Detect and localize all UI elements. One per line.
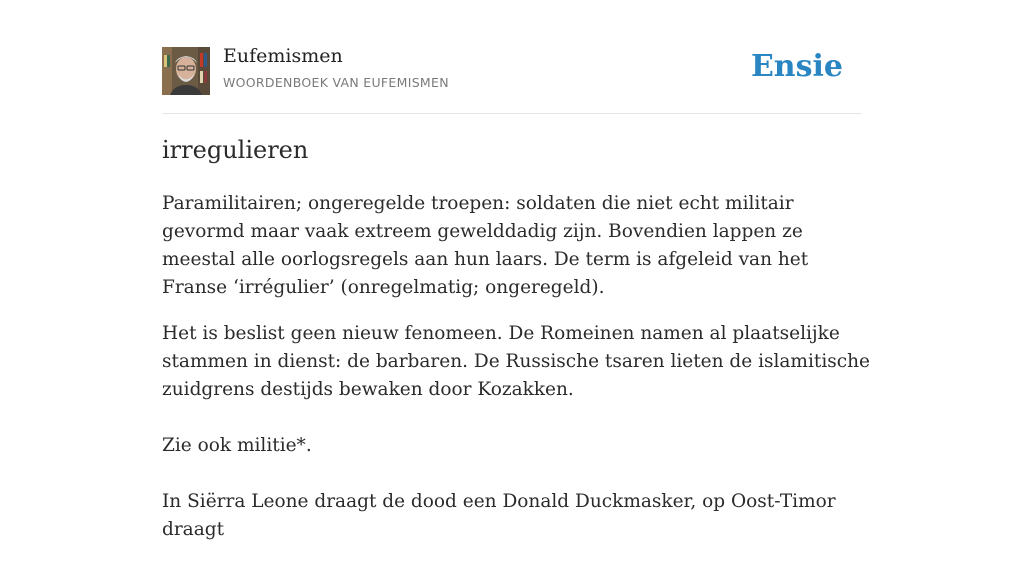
author-name[interactable]: Eufemismen — [223, 45, 343, 67]
see-also-link[interactable]: militie* — [236, 435, 306, 456]
author-avatar[interactable] — [162, 47, 210, 95]
paragraph: Het is beslist geen nieuw fenomeen. De Romeinen namen al plaatselijke stammen in dienst: de barbaren. De Russische tsaren lieten de islamitische zuidgrens destijds bewaken door Kozakken. — [162, 323, 870, 400]
see-also-prefix: Zie ook — [162, 435, 237, 456]
entry-title: irregulieren — [162, 136, 309, 164]
author-subtitle: WOORDENBOEK VAN EUFEMISMEN — [223, 75, 449, 90]
entry-body — [162, 190, 872, 562]
header — [162, 0, 862, 114]
see-also-suffix: . — [305, 435, 312, 456]
content-container — [162, 0, 870, 540]
paragraph: Paramilitairen; ongeregelde troepen: soldaten die niet echt militair gevormd maar vaak extreem gewelddadig zijn. Bovendien lappen ze meestal alle oorlogsregels aan hun laars. De term is afgeleid van het Franse ‘irrégulier’ (onregelmatig; ongeregeld). — [162, 193, 809, 298]
see-also — [162, 432, 872, 460]
paragraph: In Siërra Leone draagt de dood een Donald Duckmasker, op Oost-Timor draagt — [162, 491, 836, 540]
brand-logo[interactable]: Ensie — [750, 49, 843, 84]
